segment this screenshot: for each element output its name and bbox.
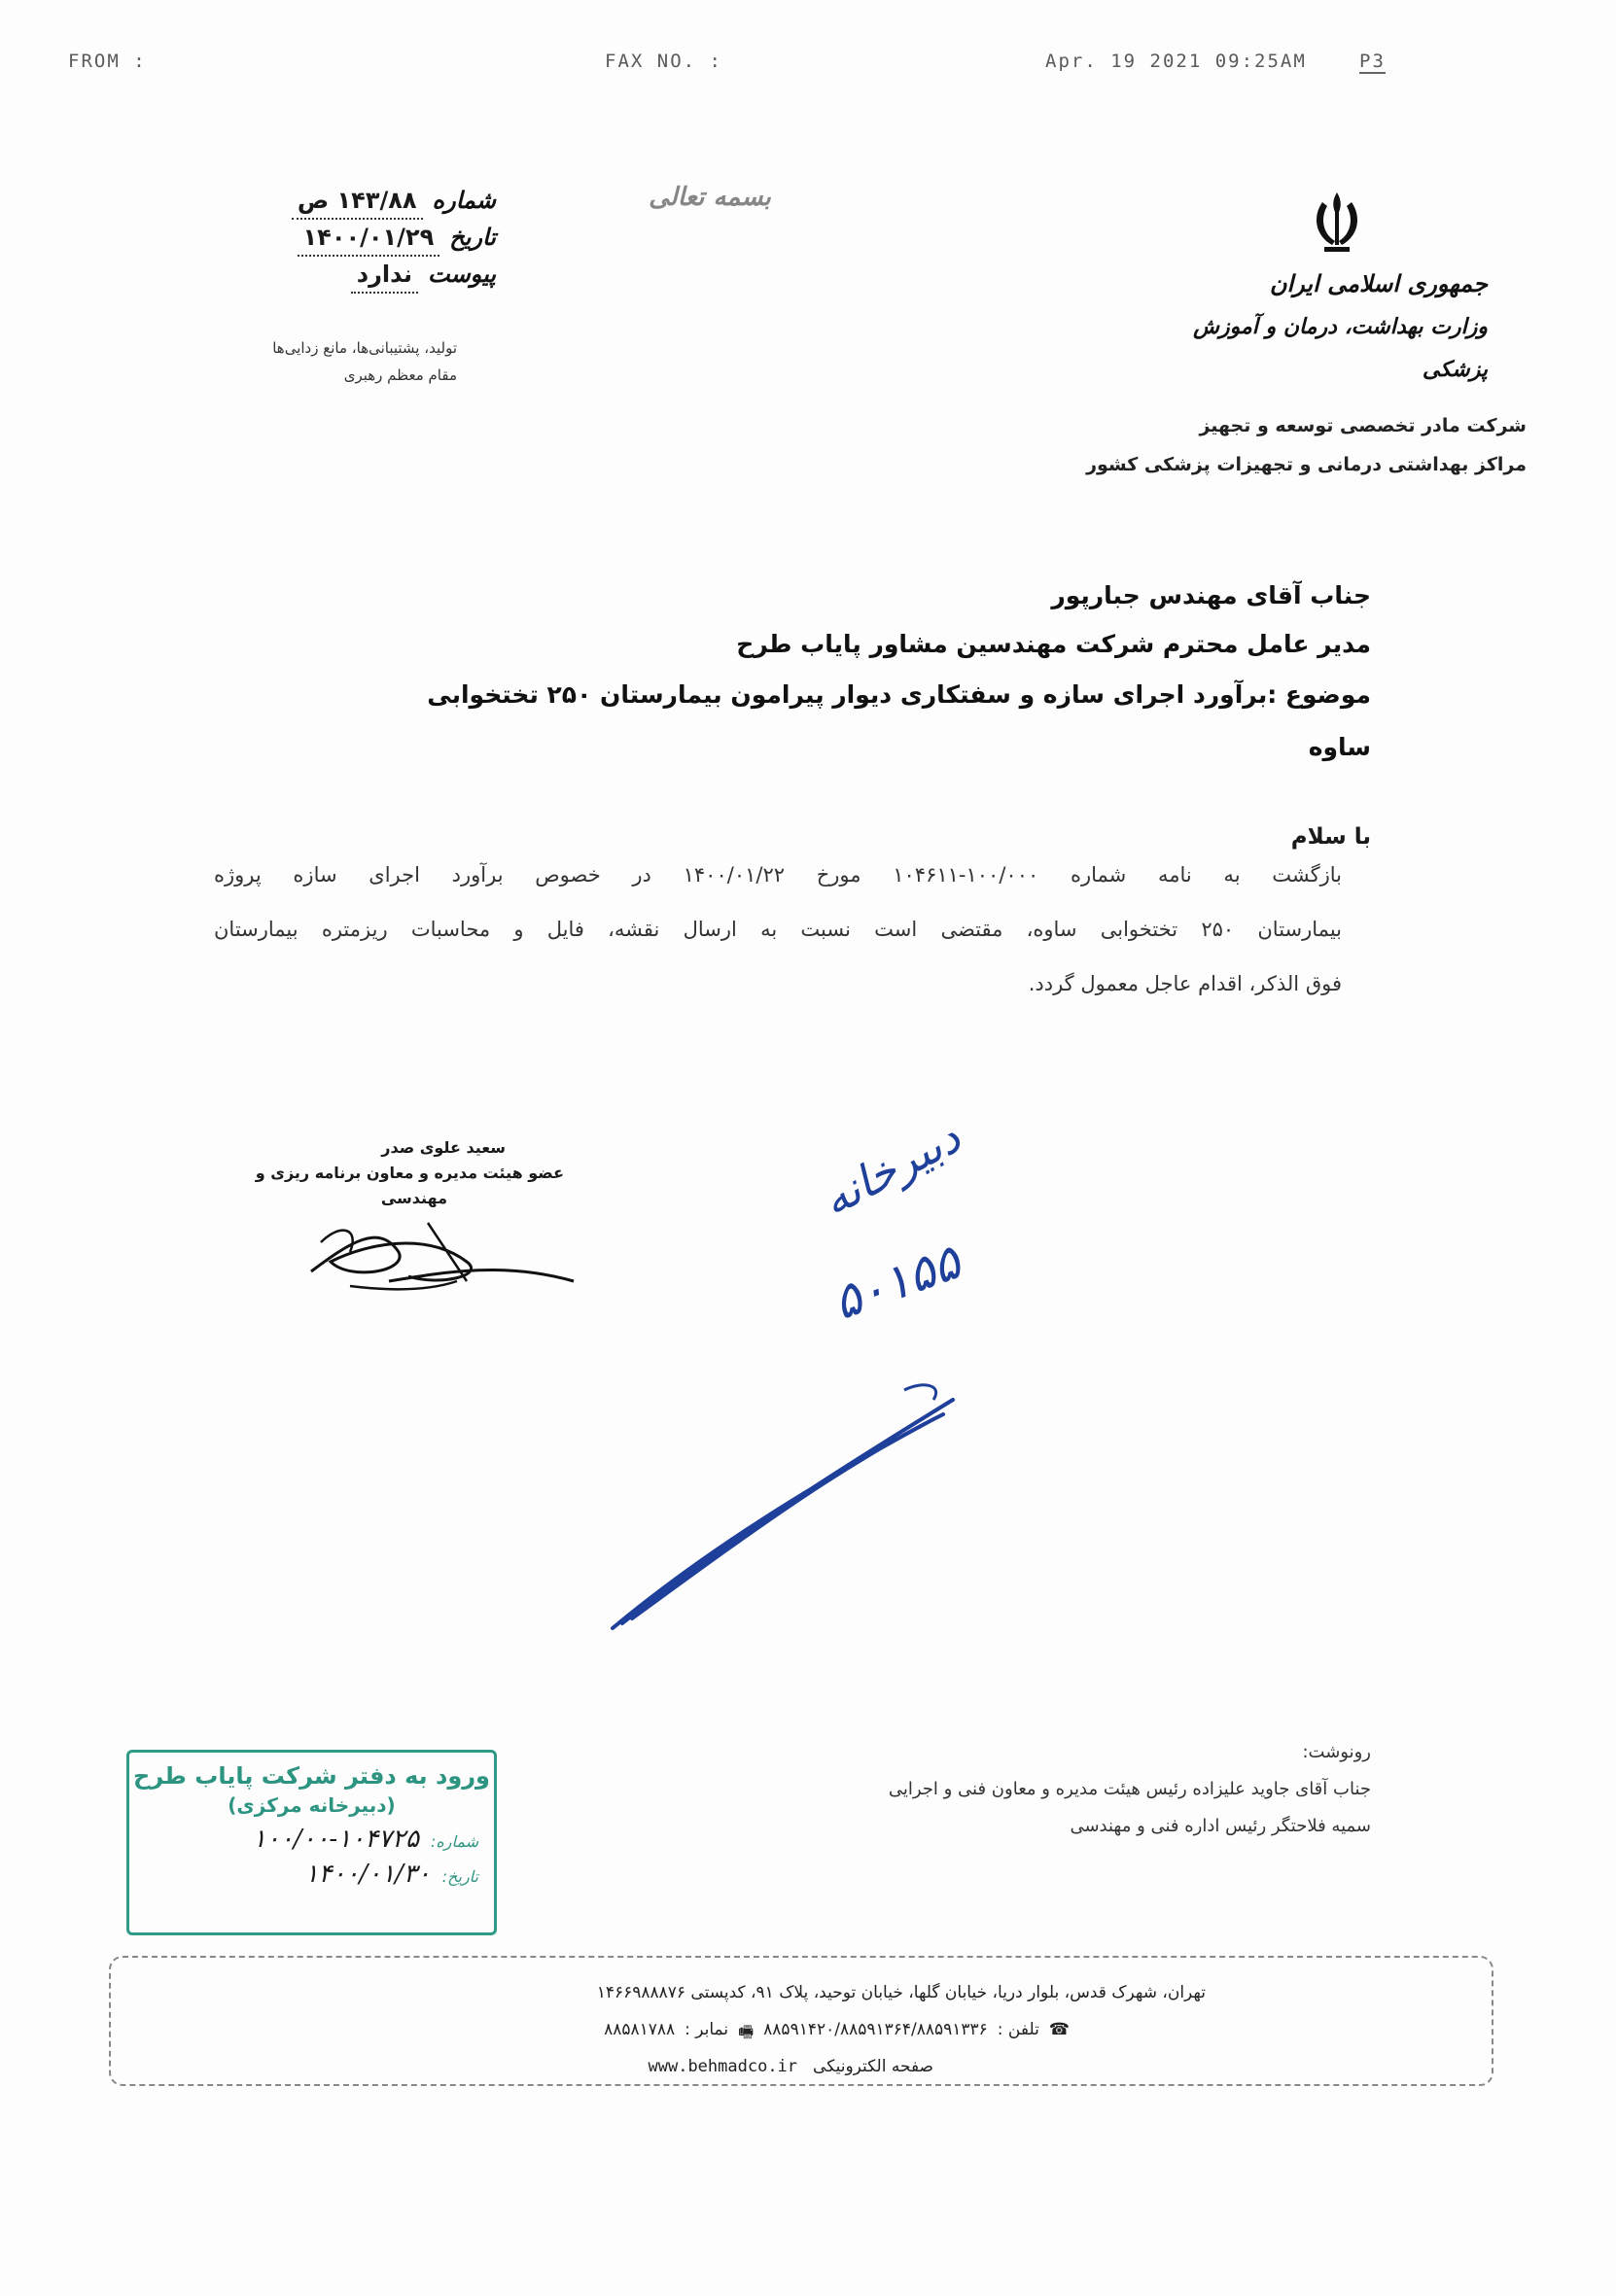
ref-number-row [243,183,496,220]
signer-title-line2: مهندسی [380,1189,447,1207]
signer-title-line1: عضو هیئت مدیره و معاون برنامه ریزی و [255,1164,564,1182]
stamp-subtitle: (دبیرخانه مرکزی) [228,1793,396,1817]
signature-scribble [292,1184,583,1301]
footer-fax-value: ۸۸۵۸۱۷۸۸ [604,2020,676,2039]
motto-line2: مقام معظم رهبری [343,366,457,384]
body-line2: بیمارستان ۲۵۰ تختخوابی ساوه، مقتضی است نسبت به ارسال نقشه، فایل و محاسبات ریزمتره بیمارستان [214,918,1343,941]
handwritten-note [788,1110,1031,1341]
fax-number: FAX NO. : [605,51,722,72]
fax-datetime: Apr. 19 2021 09:25AM [1045,51,1307,72]
cc-label: رونوشت: [1302,1742,1371,1762]
footer-address: تهران، شهرک قدس، بلوار دریا، خیابان گلها، خیابان توحید، پلاک ۹۱، کدپستی ۱۴۶۶۹۸۸۸۷۶ [596,1983,1206,2002]
ref-attachment-row [243,257,496,294]
addressee-line2: مدیر عامل محترم شرکت مهندسین مشاور پایاب طرح [736,630,1371,658]
signer-name: سعید علوی صدر [381,1138,506,1157]
stamp-number-value: ۱۰۰/۰۰-۱۰۴۷۲۵ [252,1825,419,1854]
footer-web-row [506,2057,933,2076]
stamp-title: ورود به دفتر شرکت پایاب طرح [133,1762,490,1790]
addressee-line1: جناب آقای مهندس جبارپور [1051,581,1371,609]
ref-date-label: تاریخ [449,223,496,251]
subject-line: موضوع :برآورد اجرای سازه و سفتکاری دیوار پیرامون بیمارستان ۲۵۰ تختخوابی ساوه [427,680,1371,761]
ref-attachment-value: ندارد [351,257,418,294]
iran-emblem-icon [1303,187,1371,255]
receipt-stamp [126,1750,497,1935]
ref-date-row [243,220,496,257]
fax-page: P3 [1359,51,1386,72]
footer-phone-label: تلفن : [997,2020,1039,2039]
emblem-line2: وزارت بهداشت، درمان و آموزش پزشکی [1193,314,1488,382]
body-line3: فوق الذکر، اقدام عاجل معمول گردد. [1028,972,1342,995]
stamp-date-value: ۱۴۰۰/۰۱/۳۰ [304,1860,431,1889]
handwritten-note-line1: دبیرخانه [813,1110,969,1227]
ref-number-label: شماره [432,186,496,214]
fax-icon: 🖷 [738,2023,755,2042]
phone-icon: ☎ [1048,2020,1070,2039]
stamp-number-label: شماره: [430,1832,478,1851]
fax-from: FROM : [68,51,147,72]
cc-block [681,1734,1371,1845]
stamp-date-label: تاریخ: [441,1867,478,1886]
ref-number-value: ۱۴۳/۸۸ ص [292,183,423,220]
header-top-text: بسمه تعالی [649,183,771,212]
emblem-line1: جمهوری اسلامی ایران [1269,269,1488,297]
stamp-date-row [129,1860,494,1889]
organization-line2: مراکز بهداشتی درمانی و تجهیزات پزشکی کشور [1086,454,1527,475]
greeting: با سلام [1290,824,1371,850]
footer-web-link[interactable]: www.behmadco.ir [648,2057,798,2076]
organization [1011,406,1527,484]
ref-attachment-label: پیوست [428,260,496,288]
ref-block [243,183,496,294]
blue-pen-stroke [583,1361,972,1652]
organization-line1: شرکت مادر تخصصی توسعه و تجهیز [1199,415,1527,436]
body-line1: بازگشت به نامه شماره ۱۰۰/۰۰۰-۱۰۴۶۱۱ مورخ ۱۴۰۰/۰۱/۲۲ در خصوص برآورد اجرای سازه پروژه [214,863,1342,887]
stamp-number-row [129,1825,494,1854]
handwritten-note-line2: ۵۰۱۵۵ [826,1233,968,1332]
footer-fax-label: نمابر : [685,2020,729,2039]
cc-line2: سمیه فلاحتگر رئیس اداره فنی و مهندسی [1070,1816,1371,1836]
footer-web-label: صفحه الکترونیکی [813,2057,933,2076]
addressee [369,572,1371,774]
footer-phone-value: ۸۸۵۹۱۴۲۰/۸۸۵۹۱۳۶۴/۸۸۵۹۱۳۳۶ [763,2020,988,2039]
footer-contact-row [408,2020,1070,2048]
ref-date-value: ۱۴۰۰/۰۱/۲۹ [298,220,440,257]
letter-body [214,848,1342,1011]
motto-block [204,334,457,389]
emblem-text [1186,262,1488,391]
cc-line1: جناب آقای جاوید علیزاده رئیس هیئت مدیره و معاون فنی و اجرایی [888,1779,1371,1799]
motto-line1: تولید، پشتیبانی‌ها، مانع زدایی‌ها [272,339,457,357]
